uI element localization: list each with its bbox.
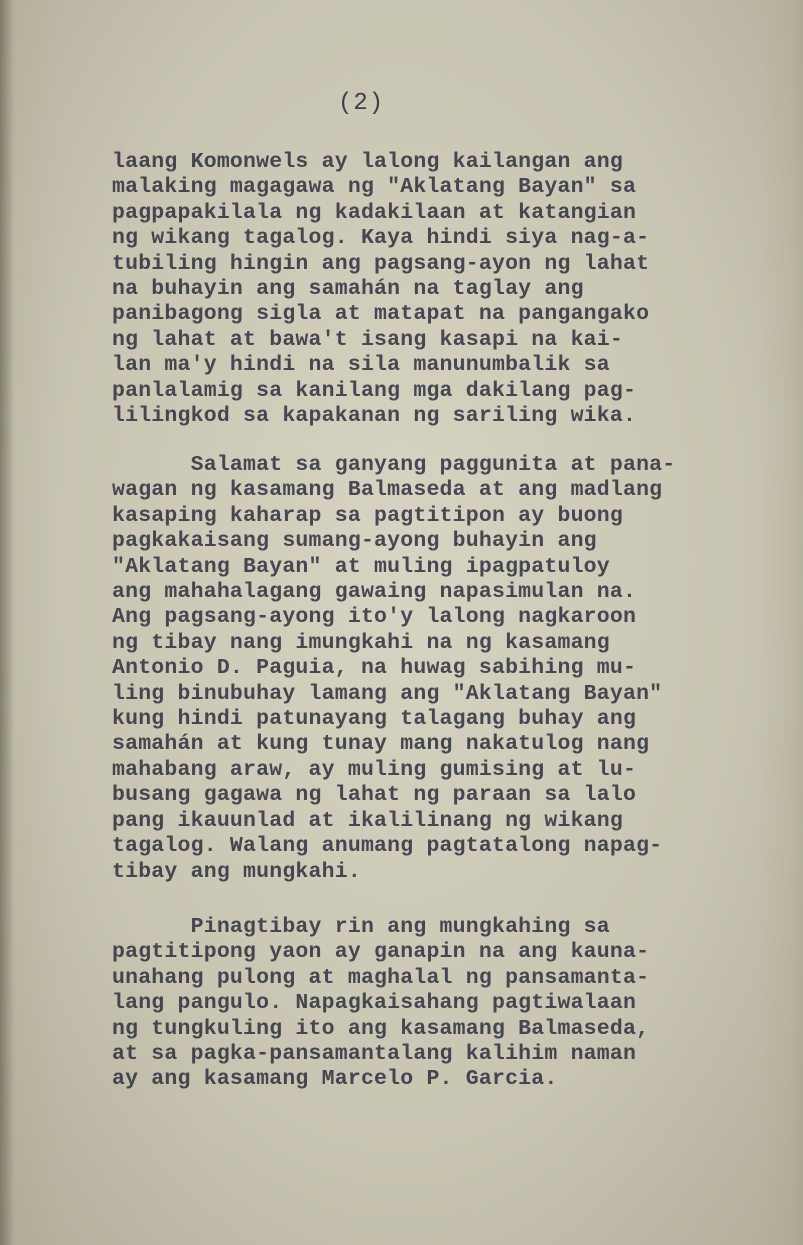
text-line: malaking magagawa ng "Aklatang Bayan" sa — [112, 175, 637, 200]
text-line: ng lahat at bawa't isang kasapi na kai- — [112, 327, 623, 352]
text-line: lilingkod sa kapakanan ng sariling wika. — [112, 404, 637, 429]
text-line: "Aklatang Bayan" at muling ipagpatuloy — [112, 554, 610, 579]
text-line: at sa pagka-pansamantalang kalihim naman — [112, 1042, 637, 1067]
text-line: kung hindi patunayang talagang buhay ang — [112, 707, 637, 732]
text-line: mahabang araw, ay muling gumising at lu- — [112, 757, 637, 782]
text-line: pagkakaisang sumang-ayong buhayin ang — [112, 529, 597, 554]
text-line: ang mahahalagang gawaing napasimulan na. — [112, 580, 637, 605]
text-line: pang ikauunlad at ikalilinang ng wikang — [112, 808, 623, 833]
text-line: laang Komonwels ay lalong kailangan ang — [112, 150, 623, 174]
text-line: panlalamig sa kanilang mga dakilang pag- — [112, 378, 637, 403]
text-line: tibay ang mungkahi. — [112, 859, 361, 884]
text-line: panibagong sigla at matapat na pangangako — [112, 302, 650, 327]
text-line: tagalog. Walang anumang pagtatalong napag- — [112, 834, 663, 859]
text-line: Ang pagsang-ayong ito'y lalong nagkaroon — [112, 605, 637, 630]
text-line: Salamat sa ganyang paggunita at pana- — [112, 453, 676, 477]
text-line: pagpapakilala ng kadakilaan at katangian — [112, 200, 637, 225]
text-line: lan ma'y hindi na sila manunumbalik sa — [112, 353, 610, 378]
text-line: ay ang kasamang Marcelo P. Garcia. — [112, 1067, 558, 1092]
text-line: tubiling hingin ang pagsang-ayon ng lahat — [112, 251, 650, 276]
page-edge-shadow — [0, 0, 14, 1245]
text-line: pagtitipong yaon ay ganapin na ang kauna- — [112, 940, 650, 965]
page-number: (2) — [338, 90, 385, 117]
text-line: samahán at kung tunay mang nakatulog nang — [112, 732, 650, 757]
paragraph-2 — [112, 453, 762, 885]
text-line: unahang pulong at maghalal ng pansamanta- — [112, 965, 650, 990]
text-line: lang pangulo. Napagkaisahang pagtiwalaan — [112, 991, 637, 1016]
paragraph-1 — [112, 150, 762, 429]
text-line: busang gagawa ng lahat ng paraan sa lalo — [112, 783, 637, 808]
text-line: ling binubuhay lamang ang "Aklatang Bayan" — [112, 681, 663, 706]
text-line: Pinagtibay rin ang mungkahing sa — [112, 915, 610, 939]
text-line: ng wikang tagalog. Kaya hindi siya nag-a- — [112, 226, 650, 251]
text-line: na buhayin ang samahán na taglay ang — [112, 277, 584, 302]
text-line: wagan ng kasamang Balmaseda at ang madlang — [112, 478, 663, 503]
text-line: Antonio D. Paguia, na huwag sabihing mu- — [112, 656, 637, 681]
text-line: kasaping kaharap sa pagtitipon ay buong — [112, 503, 623, 528]
text-line: ng tibay nang imungkahi na ng kasamang — [112, 630, 610, 655]
text-line: ng tungkuling ito ang kasamang Balmaseda, — [112, 1016, 650, 1041]
paragraph-3 — [112, 915, 762, 1093]
